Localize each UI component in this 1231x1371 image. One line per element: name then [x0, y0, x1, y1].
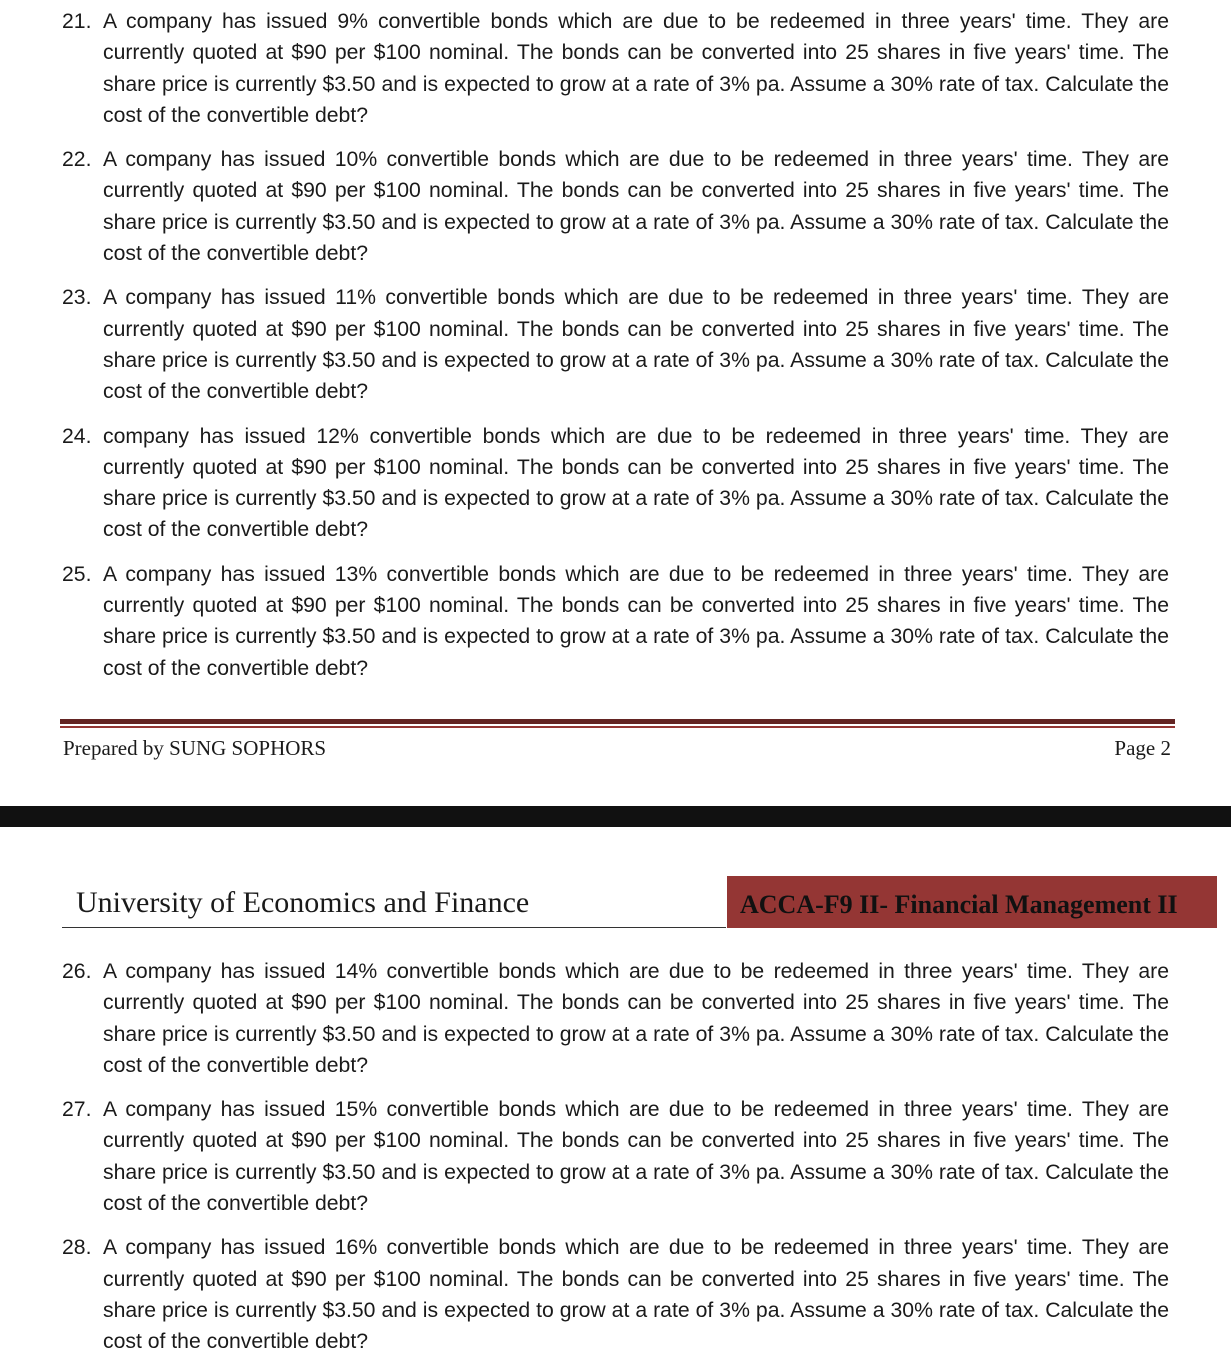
question-text: A company has issued 11% convertible bonds which are due to be redeemed in three years' time. They are currently quoted at $90 per $100 nominal. The bonds can be converted into 25 shares in five years' time. The share price is currently $3.50 and is expected to grow at a rate of 3% pa. Assume a 30% rate of tax. Calculate the cost of the convertible debt?: [103, 286, 1169, 404]
question-number: 23.: [62, 286, 92, 310]
footer-prepared-by: Prepared by SUNG SOPHORS: [63, 736, 327, 760]
question-item: [62, 559, 1169, 684]
question-text: company has issued 12% convertible bonds which are due to be redeemed in three years' time. They are currently quoted at $90 per $100 nominal. The bonds can be converted into 25 shares in five years' time. The share price is currently $3.50 and is expected to grow at a rate of 3% pa. Assume a 30% rate of tax. Calculate the cost of the convertible debt?: [103, 424, 1169, 542]
question-item: [62, 421, 1169, 546]
question-item: [62, 144, 1169, 269]
header-course-banner: ACCA-F9 II- Financial Management II: [727, 876, 1217, 928]
question-number: 24.: [62, 424, 92, 448]
question-text: A company has issued 15% convertible bonds which are due to be redeemed in three years' time. They are currently quoted at $90 per $100 nominal. The bonds can be converted into 25 shares in five years' time. The share price is currently $3.50 and is expected to grow at a rate of 3% pa. Assume a 30% rate of tax. Calculate the cost of the convertible debt?: [103, 1098, 1169, 1216]
question-item: [62, 282, 1169, 407]
question-number: 28.: [62, 1236, 92, 1260]
header-divider: [62, 927, 726, 928]
question-list-page-3: [0, 956, 1231, 1371]
question-text: A company has issued 10% convertible bonds which are due to be redeemed in three years' time. They are currently quoted at $90 per $100 nominal. The bonds can be converted into 25 shares in five years' time. The share price is currently $3.50 and is expected to grow at a rate of 3% pa. Assume a 30% rate of tax. Calculate the cost of the convertible debt?: [103, 148, 1169, 266]
question-list-page-2: [0, 6, 1231, 697]
question-number: 26.: [62, 960, 92, 983]
header-university: University of Economics and Finance: [76, 886, 530, 919]
question-number: 21.: [62, 10, 92, 33]
question-item: [62, 1094, 1169, 1219]
question-number: 22.: [62, 148, 92, 172]
page-separator: [0, 806, 1231, 827]
question-item: [62, 1232, 1169, 1357]
question-text: A company has issued 14% convertible bonds which are due to be redeemed in three years' time. They are currently quoted at $90 per $100 nominal. The bonds can be converted into 25 shares in five years' time. The share price is currently $3.50 and is expected to grow at a rate of 3% pa. Assume a 30% rate of tax. Calculate the cost of the convertible debt?: [103, 960, 1169, 1077]
question-number: 27.: [62, 1098, 92, 1122]
footer-page-number: Page 2: [1114, 736, 1171, 760]
footer-divider-thick: [60, 719, 1175, 724]
question-number: 25.: [62, 562, 92, 586]
question-item: [62, 956, 1169, 1081]
footer-divider-thin: [60, 726, 1175, 728]
question-item: [62, 6, 1169, 131]
question-text: A company has issued 9% convertible bonds which are due to be redeemed in three years' time. They are currently quoted at $90 per $100 nominal. The bonds can be converted into 25 shares in five years' time. The share price is currently $3.50 and is expected to grow at a rate of 3% pa. Assume a 30% rate of tax. Calculate the cost of the convertible debt?: [103, 10, 1169, 127]
footer-divider: [60, 719, 1175, 728]
question-text: A company has issued 16% convertible bonds which are due to be redeemed in three years' time. They are currently quoted at $90 per $100 nominal. The bonds can be converted into 25 shares in five years' time. The share price is currently $3.50 and is expected to grow at a rate of 3% pa. Assume a 30% rate of tax. Calculate the cost of the convertible debt?: [103, 1236, 1169, 1354]
question-text: A company has issued 13% convertible bonds which are due to be redeemed in three years' time. They are currently quoted at $90 per $100 nominal. The bonds can be converted into 25 shares in five years' time. The share price is currently $3.50 and is expected to grow at a rate of 3% pa. Assume a 30% rate of tax. Calculate the cost of the convertible debt?: [103, 562, 1169, 680]
